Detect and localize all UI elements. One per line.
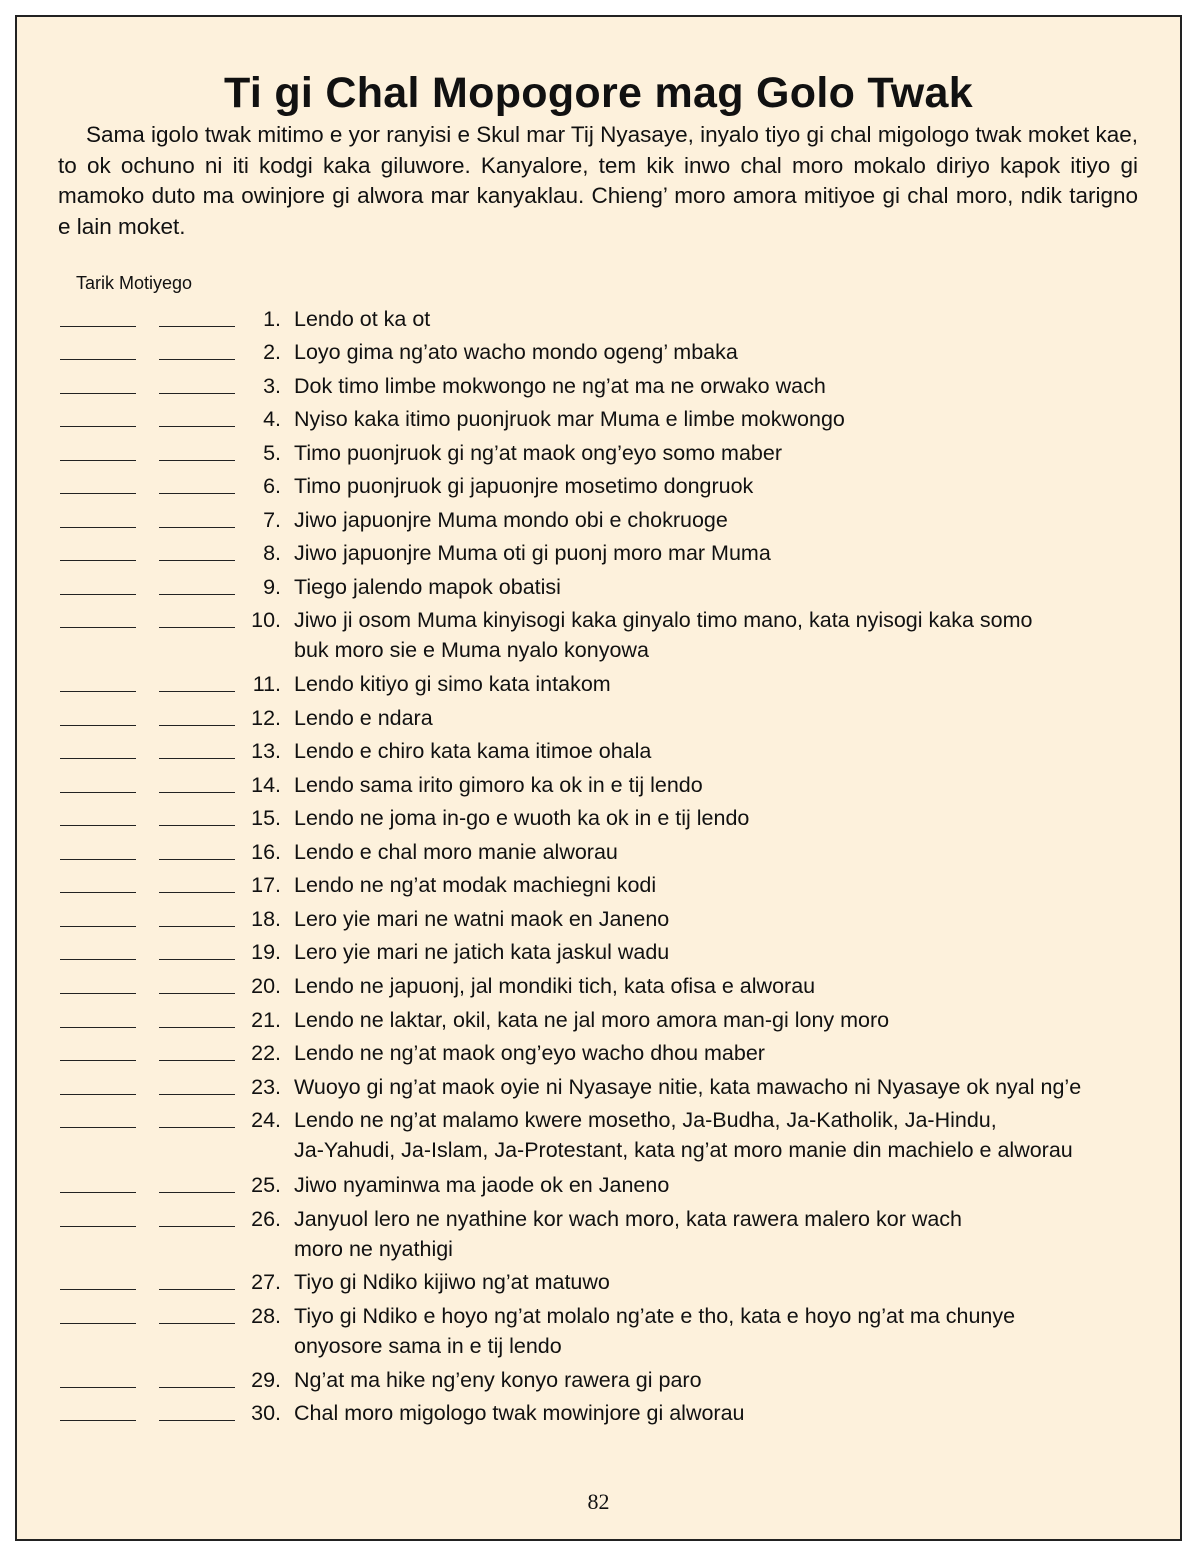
date-blank-first[interactable] — [60, 959, 136, 960]
intro-paragraph: Sama igolo twak mitimo e yor ranyisi e Skul mar Tij Nyasaye, inyalo tiyo gi chal migologo twak moket kae, to ok ochuno ni iti kodgi kaka giluwore. Kanyalore, tem kik inwo chal moro mokalo diriyo kapok itiyo gi mamoko duto ma owinjore gi alwora mar kanyaklau. Chieng’ moro amora mitiyoe gi chal moro, ndik tarigno e lain moket. — [58, 122, 1138, 239]
item-number: 9. — [263, 575, 281, 599]
date-blank-first[interactable] — [60, 691, 136, 692]
item-number: 23. — [251, 1075, 281, 1099]
date-blank-first[interactable] — [60, 1060, 136, 1061]
item-number: 10. — [251, 608, 281, 632]
item-text: Lendo ne laktar, okil, kata ne jal moro amora man-gi lony moro — [294, 1008, 890, 1032]
item-text: Wuoyo gi ng’at maok oyie ni Nyasaye nitie, kata mawacho ni Nyasaye ok nyal ng’e — [294, 1075, 1082, 1099]
date-blank-first[interactable] — [60, 1192, 136, 1193]
date-blank-first[interactable] — [60, 493, 136, 494]
date-blank-first[interactable] — [60, 792, 136, 793]
date-blank-first[interactable] — [60, 393, 136, 394]
item-number: 21. — [251, 1008, 281, 1032]
date-blank-first[interactable] — [60, 426, 136, 427]
date-blank-first[interactable] — [60, 1027, 136, 1028]
item-number: 1. — [263, 307, 281, 331]
date-blank-first[interactable] — [60, 560, 136, 561]
date-blank-first[interactable] — [60, 1226, 136, 1227]
item-number: 5. — [263, 441, 281, 465]
item-number: 22. — [251, 1041, 281, 1065]
item-number: 18. — [251, 907, 281, 931]
item-number: 12. — [251, 706, 281, 730]
item-text: Nyiso kaka itimo puonjruok mar Muma e limbe mokwongo — [294, 407, 845, 431]
item-text: Tiego jalendo mapok obatisi — [294, 575, 561, 599]
item-number: 6. — [263, 474, 281, 498]
item-text: Lendo e chiro kata kama itimoe ohala — [294, 739, 652, 763]
item-text: Dok timo limbe mokwongo ne ng’at ma ne orwako wach — [294, 374, 826, 398]
item-number: 26. — [251, 1207, 281, 1231]
item-number: 7. — [263, 508, 281, 532]
item-text: Lendo e chal moro manie alworau — [294, 840, 618, 864]
date-blank-first[interactable] — [60, 1420, 136, 1421]
date-blank-first[interactable] — [60, 1387, 136, 1388]
item-text: Lendo ne japuonj, jal mondiki tich, kata ofisa e alworau — [294, 974, 816, 998]
item-text: Tiyo gi Ndiko kijiwo ng’at matuwo — [294, 1270, 610, 1294]
item-text: Loyo gima ng’ato wacho mondo ogeng’ mbaka — [294, 340, 738, 364]
item-number: 19. — [251, 940, 281, 964]
date-blank-first[interactable] — [60, 1094, 136, 1095]
item-number: 17. — [251, 873, 281, 897]
item-text: Lendo e ndara — [294, 706, 433, 730]
date-blank-first[interactable] — [60, 1323, 136, 1324]
date-blank-first[interactable] — [60, 859, 136, 860]
date-blank-first[interactable] — [60, 527, 136, 528]
item-text: Janyuol lero ne nyathine kor wach moro, kata rawera malero kor wach moro ne nyathigi — [294, 1207, 963, 1261]
date-column-header: Tarik Motiyego — [76, 273, 193, 293]
item-text: Lendo ne ng’at maok ong’eyo wacho dhou maber — [294, 1041, 765, 1065]
item-text: Lendo ne ng’at malamo kwere mosetho, Ja-Budha, Ja-Katholik, Ja-Hindu, Ja-Yahudi, Ja-Islam, Ja-Protestant, kata ng’at moro manie din machielo e alworau — [294, 1108, 1073, 1162]
item-text: Jiwo ji osom Muma kinyisogi kaka ginyalo timo mano, kata nyisogi kaka somo buk moro sie e Muma nyalo konyowa — [294, 608, 1033, 662]
date-blank-first[interactable] — [60, 926, 136, 927]
item-text: Timo puonjruok gi japuonjre mosetimo dongruok — [294, 474, 754, 498]
item-number: 24. — [251, 1108, 281, 1132]
item-text: Lendo ne ng’at modak machiegni kodi — [294, 873, 657, 897]
item-number: 2. — [263, 340, 281, 364]
page-number: 82 — [587, 1489, 610, 1514]
presentation-list — [17, 17, 1180, 1539]
page-frame — [15, 15, 1182, 1541]
date-blank-first[interactable] — [60, 359, 136, 360]
item-text: Lendo kitiyo gi simo kata intakom — [294, 672, 611, 696]
date-blank-first[interactable] — [60, 825, 136, 826]
item-text: Tiyo gi Ndiko e hoyo ng’at molalo ng’ate e tho, kata e hoyo ng’at ma chunye onyosore sama in e tij lendo — [294, 1304, 1016, 1358]
item-text: Lero yie mari ne jatich kata jaskul wadu — [294, 940, 670, 964]
date-blank-first[interactable] — [60, 892, 136, 893]
item-number: 3. — [263, 374, 281, 398]
date-blank-first[interactable] — [60, 758, 136, 759]
item-number: 27. — [251, 1270, 281, 1294]
item-text: Timo puonjruok gi ng’at maok ong’eyo somo maber — [294, 441, 782, 465]
item-text: Jiwo japuonjre Muma mondo obi e chokruoge — [294, 508, 728, 532]
item-text: Lendo sama irito gimoro ka ok in e tij lendo — [294, 773, 703, 797]
item-number: 20. — [251, 974, 281, 998]
page-title: Ti gi Chal Mopogore mag Golo Twak — [224, 69, 973, 117]
item-text: Lendo ne joma in-go e wuoth ka ok in e tij lendo — [294, 806, 750, 830]
item-number: 29. — [251, 1368, 281, 1392]
item-number: 16. — [251, 840, 281, 864]
date-blank-first[interactable] — [60, 1289, 136, 1290]
date-blank-first[interactable] — [60, 627, 136, 628]
item-text: Chal moro migologo twak mowinjore gi alworau — [294, 1401, 745, 1425]
item-number: 4. — [263, 407, 281, 431]
date-blank-first[interactable] — [60, 460, 136, 461]
item-text: Jiwo japuonjre Muma oti gi puonj moro mar Muma — [294, 541, 771, 565]
item-number: 28. — [251, 1304, 281, 1328]
item-number: 13. — [251, 739, 281, 763]
item-text: Ng’at ma hike ng’eny konyo rawera gi paro — [294, 1368, 702, 1392]
date-blank-first[interactable] — [60, 594, 136, 595]
item-text: Jiwo nyaminwa ma jaode ok en Janeno — [294, 1173, 670, 1197]
item-number: 14. — [251, 773, 281, 797]
item-number: 15. — [251, 806, 281, 830]
item-text: Lendo ot ka ot — [294, 307, 431, 331]
date-blank-first[interactable] — [60, 993, 136, 994]
item-number: 8. — [263, 541, 281, 565]
item-number: 11. — [252, 672, 281, 696]
item-number: 30. — [251, 1401, 281, 1425]
item-number: 25. — [251, 1173, 281, 1197]
date-blank-first[interactable] — [60, 1127, 136, 1128]
item-text: Lero yie mari ne watni maok en Janeno — [294, 907, 670, 931]
date-blank-first[interactable] — [60, 725, 136, 726]
date-blank-first[interactable] — [60, 326, 136, 327]
